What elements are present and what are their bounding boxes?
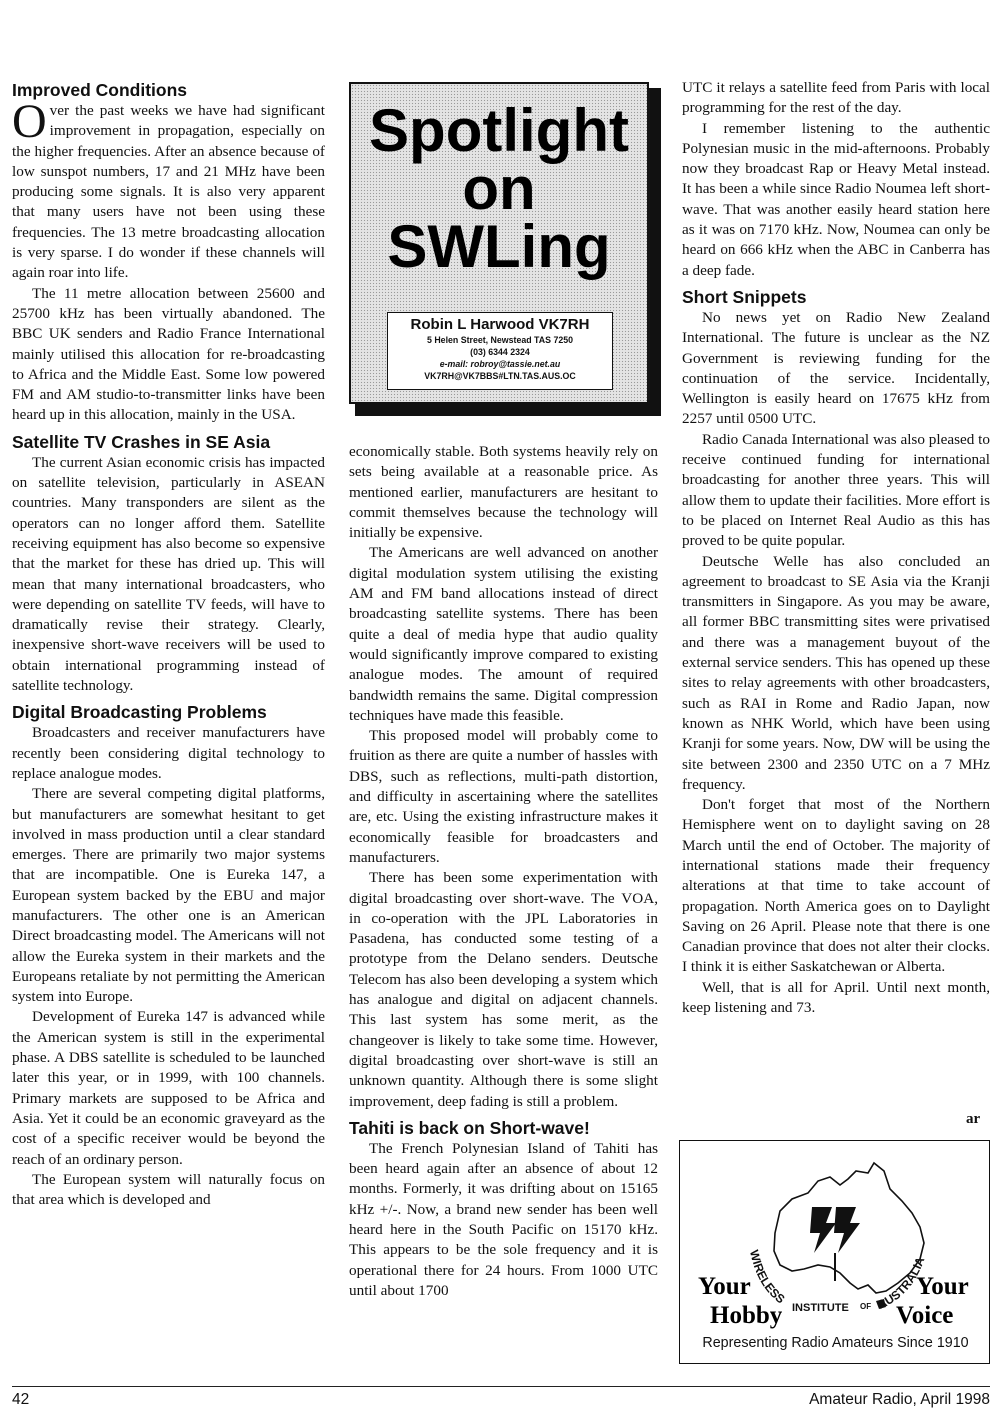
paragraph: Radio Canada International was also pleased to receive continued funding for international broadcasting for another three years. This will allow them to update their facilities. More effort is to be placed on Internet Real Audio as this has proved to be quite popular. — [682, 430, 990, 550]
institute-text: INSTITUTE — [792, 1302, 849, 1314]
author-email: e-mail: robroy@tassie.net.au — [439, 359, 561, 369]
paragraph: Over the past weeks we have had significant improvement in propagation, especially on the higher frequencies. After an absence because of low sunspot numbers, 17 and 21 MHz have been producing some signals. It is also very apparent that many users have not been using these frequencies. The 13 metre broadcasting allocation is very sparse. I do wonder if these channels will again roar into life. — [12, 95, 325, 282]
ad-voice: Voice — [896, 1302, 954, 1329]
paragraph: The 11 metre allocation between 25600 and 25700 kHz has been virtually abandoned. The BBC UK senders and Radio France International mainly utilised this allocation for re-broadcasting to Africa and the Middle East. Some low powered FM and AM studio-to-transmitter links have been heard up in this allocation, mainly in the USA. — [12, 284, 325, 424]
page-number: 42 — [12, 1391, 30, 1408]
paragraph: This proposed model will probably come to fruition as there are quite a number of hassles with DBS, such as reflections, multi-path distortion, and difficulty in ascertaining where the satellites are, etc. Using the existing infrastructure makes it economically feasible for broadcasters and manufacturers. — [349, 727, 658, 866]
author-card — [387, 312, 613, 390]
ad-your-right: Your — [916, 1273, 969, 1300]
ad-tagline: Representing Radio Amateurs Since 1910 — [702, 1335, 969, 1351]
wireless-text: WIRELESS — [746, 1248, 788, 1307]
paragraph: Don't forget that most of the Northern Hemisphere went on to daylight saving on 28 March until the end of October. The majority of international stations made their frequency alterations at that time to take account of propagation. North America goes on to Daylight Saving on 26 April. Please note that there is one Canadian province that does not alter their clocks. I think it is either Saskatchewan or Alberta. — [682, 796, 990, 976]
spotlight-title-line: on — [462, 155, 536, 222]
heading-improved-conditions: Improved Conditions — [12, 80, 187, 100]
spotlight-title-line: SWLing — [387, 213, 611, 280]
heading-digital-broadcasting: Digital Broadcasting Problems — [12, 702, 267, 723]
ad-your-left: Your — [698, 1273, 751, 1300]
spotlight-title — [351, 97, 647, 280]
australia-text: AUSTRALIA — [875, 1254, 928, 1312]
paragraph: economically stable. Both systems heavily rely on sets being available at a reasonable price. As mentioned earlier, manufacturers are hesitant to commit themselves because the technology will initially be expensive. — [349, 443, 658, 542]
heading-tahiti: Tahiti is back on Short-wave! — [349, 1117, 590, 1138]
paragraph: Well, that is all for April. Until next month, keep listening and 73. — [682, 978, 990, 1017]
paragraph: The current Asian economic crisis has impacted on satellite television, particularly in ASEAN countries. Many transponders are silent as the operators can no longer afford them. Satellite receiving equipment has also become so expensive that the market for these has dried up. This will mean that many international broadcasters, who were depending on satellite TV feeds, will have to dramatically revise their strategy. Clearly, inexpensive short-wave receivers will be used to obtain international programming instead of satellite technology. — [12, 453, 325, 695]
wia-logo — [680, 1141, 991, 1365]
ad-hobby: Hobby — [710, 1302, 783, 1329]
paragraph: There has been some experimentation with digital broadcasting over short-wave. The VOA, in co-operation with the JPL Laboratories in Pasadena, has conducted some testing of a prototype from the Delano senders. Deutsche Telecom has also been developing a system which has analogue and digital on adjacent channels. This last system has some merit, as the changeover is likely to take some time. However, digital broadcasting over short-wave is still an unknown quantity. Although there is some slight improvement, deep fading is still a problem. — [349, 869, 658, 1110]
column-2 — [349, 442, 658, 1301]
paragraph: Broadcasters and receiver manufacturers have recently been considering digital technology to replace analogue modes. — [12, 724, 325, 782]
paragraph: UTC it relays a satellite feed from Paris with local programming for the rest of the day. — [682, 79, 990, 117]
paragraph: The Americans are well advanced on another digital modulation system utilising the existing AM and FM band allocations instead of direct broadcasting satellite systems. There has been quite a deal of media hype that audio quality would significantly improve compared to existing analogue modes. The amount of required bandwidth remains the same. Digital compression techniques have made this feasible. — [349, 544, 658, 724]
author-packet-address: VK7RH@VK7BBS#LTN.TAS.AUS.OC — [424, 371, 576, 381]
spotlight-title-line: Spotlight — [369, 97, 629, 164]
of-text: OF — [860, 1302, 872, 1311]
article-end-mark: ar — [966, 1111, 981, 1127]
lightning-bolt-icon — [834, 1207, 860, 1253]
wia-advertisement — [679, 1140, 990, 1364]
lightning-bolt-icon — [810, 1207, 836, 1253]
heading-satellite-tv: Satellite TV Crashes in SE Asia — [12, 431, 271, 452]
author-phone: (03) 6344 2324 — [470, 347, 530, 357]
paragraph: The European system will naturally focus on that area which is developed and — [12, 1170, 325, 1209]
paragraph: Deutsche Welle has also concluded an agreement to broadcast to SE Asia via the Kranji transmitters in Singapore. As you may be aware, all former BBC transmitting sites were privatised and there was a management buyout of the external service senders. This has opened up these sites to relay agreements with other broadcasters, such as RAI in Rome and Radio Japan, now known as NHK World, which have been using Kranji for some years. Now, DW will be using the site between 2300 and 2350 UTC on a 7 MHz frequency. — [682, 552, 990, 793]
drop-cap: O — [12, 95, 47, 148]
author-address: 5 Helen Street, Newstead TAS 7250 — [426, 335, 574, 345]
spotlight-box — [349, 82, 649, 404]
column-3 — [682, 78, 990, 1018]
heading-short-snippets: Short Snippets — [682, 286, 807, 307]
paragraph: There are several competing digital platforms, but manufacturers are somewhat hesitant to get involved in mass production until a clear standard emerges. There are primarily two major systems that are incompatible. One is Eureka 147, a European system backed by the EBU and major manufacturers. The other one is an American Direct broadcasting model. The Americans will not allow the Eureka system in their markets and the Europeans retaliate by not permitting the American system into Europe. — [12, 785, 325, 1006]
paragraph: The French Polynesian Island of Tahiti has been heard again after an absence of about 12 months. Formerly, it was drifting about on 15165 kHz +/-. Now, a brand new sender has been well heard here in the South Pacific on 15170 kHz. This appears to be the sole frequency and it is operational there for 24 hours. From 1000 UTC until about 1700 — [349, 1139, 658, 1299]
column-1 — [12, 80, 325, 1210]
paragraph: No news yet on Radio New Zealand International. The future is unclear as the NZ Government is reviewing funding for the continuation of the service. Incidentally, Wellington is easily heard on 17675 kHz from 2257 until 0500 UTC. — [682, 308, 990, 428]
paragraph: I remember listening to the authentic Polynesian music in the mid-afternoons. Probably now they broadcast Rap or Heavy Metal instead. It has been a while since Radio Noumea left short-wave. That was another easily heard station here as it was on 7170 kHz. Now, Noumea can only be heard on 666 kHz when the ABC in Canberra has a deep fade. — [682, 119, 990, 279]
footer-divider — [12, 1386, 990, 1387]
author-name: Robin L Harwood VK7RH — [410, 316, 590, 333]
paragraph: Development of Eureka 147 is advanced while the American system is still in the experimental phase. A DBS satellite is scheduled to be launched later this year, or in 1999, with 100 channels. Primary markets are supposed to be Africa and Asia. Yet it could be an economic graveyard as the cost of a specific receiver would be beyond the reach of an ordinary person. — [12, 1008, 325, 1168]
publication-info: Amateur Radio, April 1998 — [809, 1391, 990, 1408]
